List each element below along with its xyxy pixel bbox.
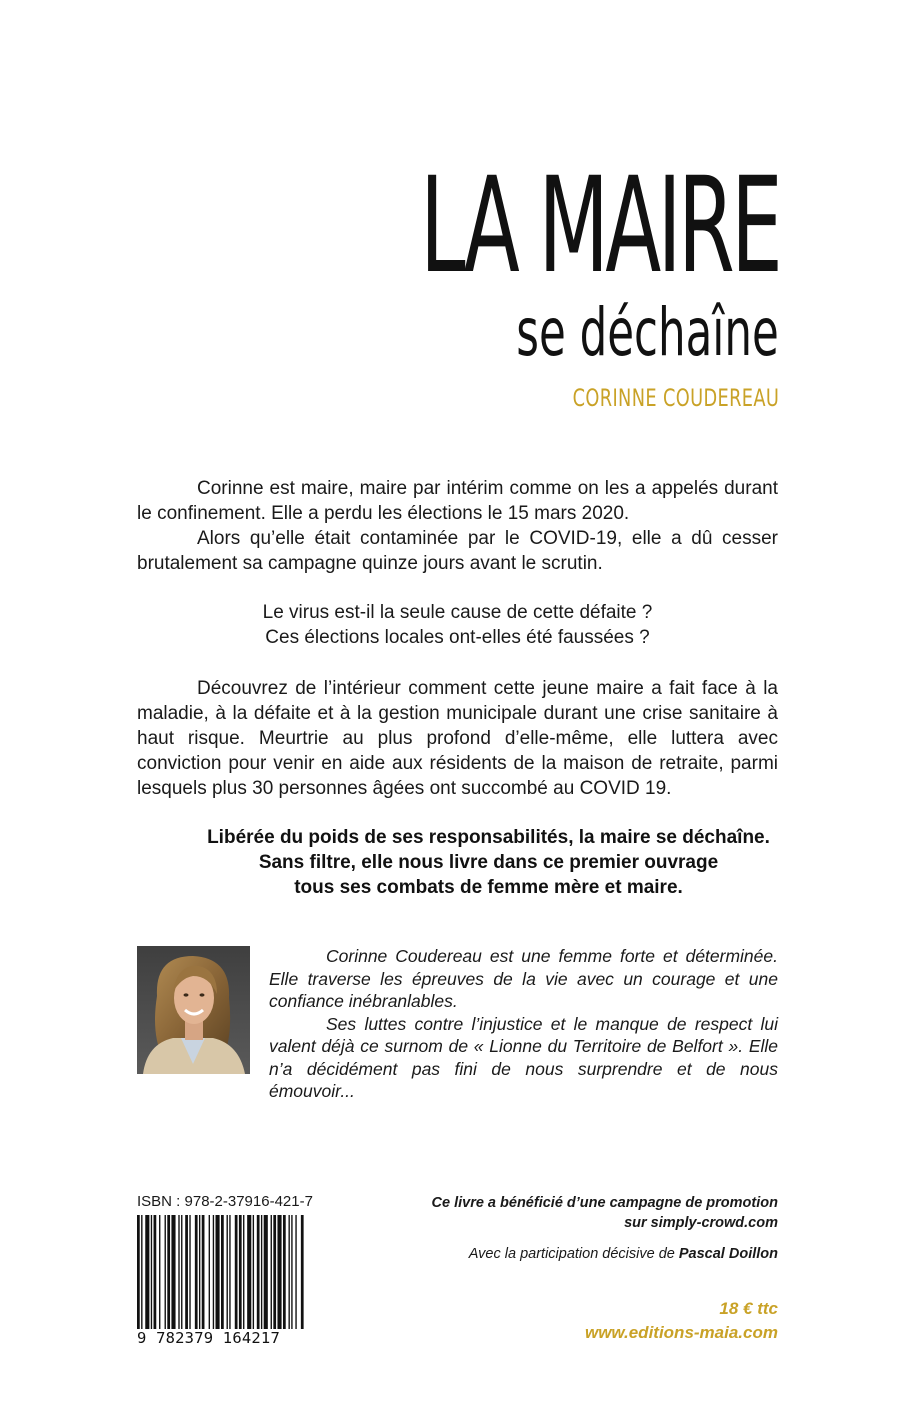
barcode-bar [137,1215,140,1341]
blurb-paragraph-1: Corinne est maire, maire par intérim comme on les a appelés durant le confinement. Elle a perdu les élections le 15 mars 2020. [137,478,778,524]
author-bio [269,945,778,1103]
barcode-bar [239,1215,242,1329]
barcode-bar [215,1215,219,1329]
blurb-paragraph-2: Découvrez de l’intérieur comment cette jeune maire a fait face à la maladie, à la défaite et à la gestion municipale durant une crise sanitaire à haut risque. Meurtrie au plus profond d’elle-même, elle luttera avec conviction pour venir en aide aux résidents de la maison de retraite, parmi lesquels plus 30 personnes âgées ont succombé au COVID 19. [137,678,778,799]
question-line: Ces élections locales ont-elles été faussées ? [265,627,650,648]
barcode-bar [171,1215,175,1329]
tagline-line: tous ses combats de femme mère et maire. [294,877,683,898]
book-title: LA MAIRE [419,149,779,303]
barcode-bar [154,1215,157,1329]
question-line: Le virus est-il la seule cause de cette défaite ? [262,602,653,623]
author-name: CORINNE COUDEREAU [572,384,779,412]
barcode-bar [227,1215,228,1329]
isbn-label: ISBN : 978-2-37916-421-7 [137,1193,313,1210]
barcode-bar [261,1215,262,1329]
barcode-bar [291,1215,292,1329]
participation-prefix: Avec la participation décisive de [468,1246,679,1262]
bio-paragraph-1: Corinne Coudereau est une femme forte et déterminée. Elle traverse les épreuves de la vie avec un courage et une confiance inébranlables. [269,946,778,1011]
barcode-bar [264,1215,268,1329]
barcode-bar [247,1215,251,1329]
barcode-bar [295,1215,296,1329]
bio-paragraph-2: Ses luttes contre l’injustice et le manque de respect lui valent déjà ce surnom de « Lionne du Territoire de Belfort ». Elle n’a décidément pas fini de nous surprendre et de nous émouvoir... [269,1013,778,1101]
barcode-bar [151,1215,152,1329]
barcode-bar [221,1215,224,1341]
barcode-bar [167,1215,170,1329]
publisher-website: www.editions-maia.com [584,1323,778,1342]
barcode-bar [199,1215,200,1329]
barcode-bar [202,1215,205,1329]
barcode-bar [288,1215,289,1329]
barcode-bar [145,1215,149,1329]
promo-notice [432,1193,778,1233]
barcode-bar [235,1215,238,1329]
barcode-bar [165,1215,166,1329]
tagline-block [137,825,840,900]
barcode-bar [283,1215,286,1329]
barcode-bar [277,1215,281,1329]
promo-line: Ce livre a bénéficié d’une campagne de promotion [431,1195,778,1211]
participation-credit [469,1244,778,1264]
barcode-bar [185,1215,188,1329]
price-label: 18 € ttc [719,1299,778,1318]
barcode-bar [178,1215,179,1329]
barcode-bar [209,1215,210,1329]
author-portrait-icon [137,946,250,1074]
barcode-bar [271,1215,272,1329]
promo-line: sur simply-crowd.com [624,1215,778,1231]
participation-name: Pascal Doillon [678,1246,778,1262]
barcode-bar [189,1215,190,1329]
barcode-bar [243,1215,244,1329]
blurb-intro [137,476,778,576]
barcode-bar [229,1215,230,1329]
barcode-digits: 9 782379 164217 [137,1329,305,1347]
barcode-bar [301,1215,304,1341]
barcode-bar [257,1215,260,1329]
blurb-paragraph-1b: Alors qu’elle était contaminée par le COVID-19, elle a dû cesser brutalement sa campagne quinze jours avant le scrutin. [137,528,778,574]
blurb-questions [137,600,778,650]
barcode-bar [195,1215,198,1329]
tagline-line: Libérée du poids de ses responsabilités, la maire se déchaîne. [207,827,770,848]
barcode-bar [253,1215,254,1329]
barcode-bar [181,1215,182,1329]
blurb-body [137,676,778,801]
barcode-bar [159,1215,160,1329]
barcode-bar [141,1215,142,1341]
book-subtitle: se déchaîne [516,294,779,371]
barcode-bar [213,1215,214,1329]
author-photo [137,946,250,1074]
tagline-line: Sans filtre, elle nous livre dans ce premier ouvrage [258,852,719,873]
barcode-bar [273,1215,276,1329]
